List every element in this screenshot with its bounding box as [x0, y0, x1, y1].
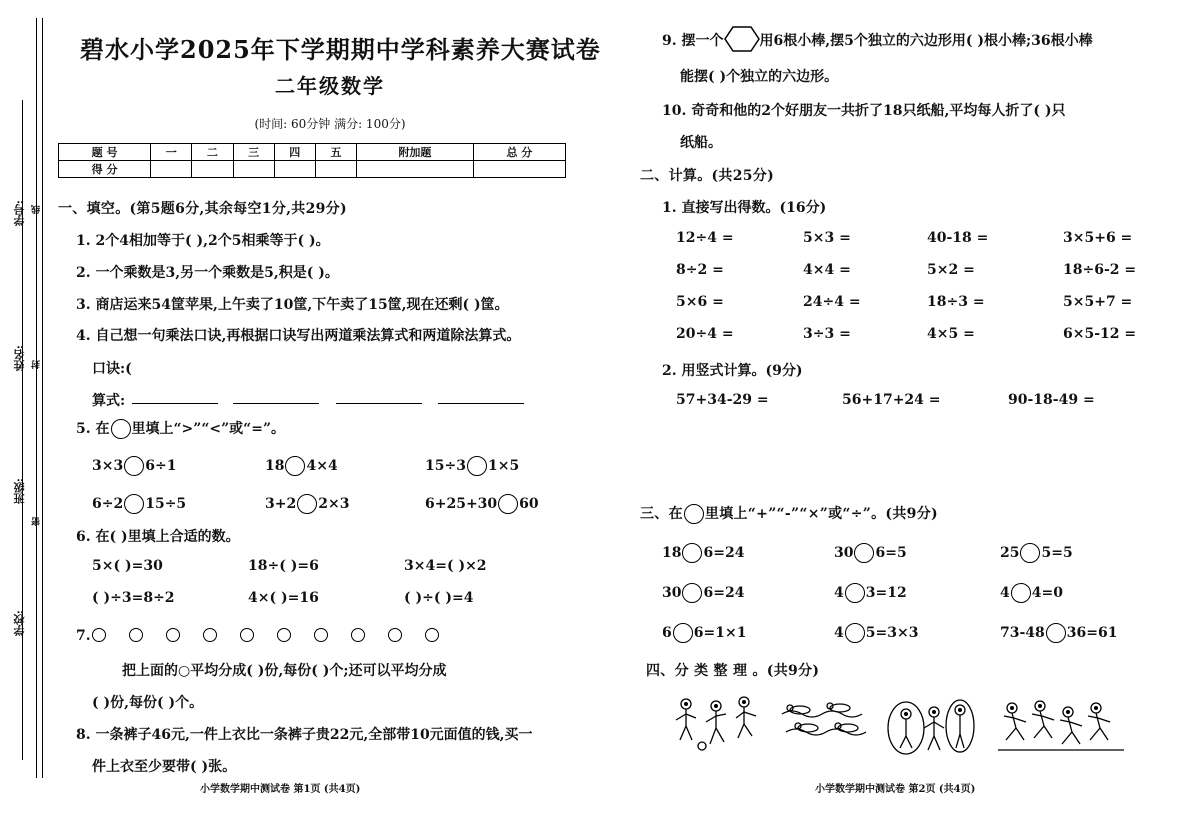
question-9-line-2: 能摆( )个独立的六边形。: [680, 69, 839, 85]
operator-right: 6=24: [703, 545, 745, 561]
circle-icon: [277, 628, 291, 642]
operator-left: 25: [1000, 545, 1020, 561]
operator-left: 6: [662, 625, 672, 641]
oral-calc-item[interactable]: 4×4 =: [803, 262, 851, 278]
answer-circle[interactable]: [854, 543, 874, 563]
question-5: [76, 418, 285, 439]
operator-right: 5=3×3: [865, 625, 919, 641]
operator-left: 4: [834, 625, 844, 641]
answer-circle[interactable]: [124, 494, 144, 514]
compare-item: [425, 494, 539, 514]
vertical-calc-item[interactable]: 90-18-49 =: [1008, 392, 1095, 408]
score-cell: 一: [151, 144, 192, 161]
question-8: 8. 一条裤子46元,一件上衣比一条裤子贵22元,全部带10元面值的钱,买一: [76, 727, 533, 743]
score-cell: 四: [274, 144, 315, 161]
question-4-formula-label: 口诀:(: [92, 361, 132, 377]
calc-blank-1[interactable]: [132, 403, 218, 404]
answer-circle[interactable]: [498, 494, 518, 514]
oral-calc-item[interactable]: 6×5-12 =: [1063, 326, 1137, 342]
operator-item: [1000, 583, 1063, 603]
fill-item[interactable]: 5×( )=30: [92, 558, 163, 574]
answer-circle[interactable]: [124, 456, 144, 476]
score-cell: 总 分: [473, 144, 565, 161]
compare-left: 3+2: [265, 496, 297, 512]
operator-left: 4: [834, 585, 844, 601]
oral-calc-item[interactable]: 18÷6-2 =: [1063, 262, 1137, 278]
score-input-cell[interactable]: [274, 161, 315, 178]
answer-circle[interactable]: [1011, 583, 1031, 603]
answer-circle[interactable]: [682, 583, 702, 603]
score-cell: 题 号: [59, 144, 151, 161]
score-input-cell[interactable]: [151, 161, 192, 178]
answer-circle[interactable]: [682, 543, 702, 563]
vertical-calc-item[interactable]: 56+17+24 =: [842, 392, 941, 408]
part2-q2: 2. 用竖式计算。(9分): [662, 363, 803, 379]
circle-icon: [92, 628, 106, 642]
circle-icon: [166, 628, 180, 642]
circle-icon: [129, 628, 143, 642]
answer-circle[interactable]: [845, 623, 865, 643]
question-4: 4. 自己想一句乘法口诀,再根据口诀写出两道乘法算式和两道除法算式。: [76, 328, 521, 344]
oral-calc-item[interactable]: 20÷4 =: [676, 326, 734, 342]
question-9: [662, 26, 1093, 56]
compare-item: [92, 494, 186, 514]
operator-left: 18: [662, 545, 682, 561]
oral-calc-item[interactable]: 5×6 =: [676, 294, 724, 310]
part3-prefix: 三、在: [640, 506, 683, 522]
compare-left: 3×3: [92, 458, 124, 474]
operator-left: 73-48: [1000, 625, 1045, 641]
circle-icon: [314, 628, 328, 642]
student-name-label: 姓名:: [13, 345, 26, 372]
oral-calc-item[interactable]: 5×2 =: [927, 262, 975, 278]
score-table-header-row: [59, 144, 566, 161]
compare-item: [265, 494, 349, 514]
fill-item[interactable]: 4×( )=16: [248, 590, 319, 606]
class-label: 班级:: [13, 478, 26, 505]
calc-blank-3[interactable]: [336, 403, 422, 404]
question-6: 6. 在( )里填上合适的数。: [76, 529, 240, 545]
part3-suffix: 里填上“+”“-”“×”或“÷”。(共9分): [704, 506, 938, 522]
score-input-cell[interactable]: [192, 161, 233, 178]
question-9-body: 用6根小棒,摆5个独立的六边形用( )根小棒;36根小棒: [759, 33, 1093, 49]
binding-mark-secret: 密: [32, 517, 42, 526]
compare-item: [92, 456, 176, 476]
compare-item: [265, 456, 338, 476]
oral-calc-item[interactable]: 3÷3 =: [803, 326, 851, 342]
score-input-cell[interactable]: [315, 161, 356, 178]
operator-item: [662, 543, 744, 563]
oral-calc-item[interactable]: 5×5+7 =: [1063, 294, 1133, 310]
oral-calc-item[interactable]: 24÷4 =: [803, 294, 861, 310]
exam-meta: (时间: 60分钟 满分: 100分): [254, 117, 406, 131]
running-children-illustration: [994, 694, 1128, 756]
swimming-children-illustration: [778, 694, 874, 750]
operator-circle-icon: [684, 504, 704, 524]
operator-right: 3=12: [865, 585, 907, 601]
operator-item: [1000, 543, 1073, 563]
operator-left: 30: [662, 585, 682, 601]
part1-heading: 一、填空。(第5题6分,其余每空1分,共29分): [58, 201, 347, 217]
part3-heading: [640, 503, 938, 524]
question-9-prefix: 9. 摆一个: [662, 33, 724, 49]
compare-left: 6+25+30: [425, 496, 498, 512]
oral-calc-item[interactable]: 18÷3 =: [927, 294, 985, 310]
score-row-label: 得 分: [59, 161, 151, 178]
answer-circle[interactable]: [285, 456, 305, 476]
circle-icon: [425, 628, 439, 642]
score-input-cell[interactable]: [473, 161, 565, 178]
operator-right: 6=5: [875, 545, 907, 561]
oral-calc-item[interactable]: 5×3 =: [803, 230, 851, 246]
part2-q1: 1. 直接写出得数。(16分): [662, 200, 827, 216]
part4-heading: 四、分 类 整 理 。(共9分): [646, 663, 820, 679]
oral-calc-item[interactable]: 12÷4 =: [676, 230, 734, 246]
operator-item: [834, 543, 907, 563]
student-id-label: 学号:: [13, 200, 26, 227]
vertical-calc-item[interactable]: 57+34-29 =: [676, 392, 769, 408]
compare-left: 6÷2: [92, 496, 124, 512]
answer-circle[interactable]: [845, 583, 865, 603]
circle-icon: [240, 628, 254, 642]
answer-circle[interactable]: [1046, 623, 1066, 643]
operator-right: 36=61: [1066, 625, 1118, 641]
fill-item[interactable]: 3×4=( )×2: [404, 558, 487, 574]
question-10-line-2: 纸船。: [680, 135, 722, 151]
operator-left: 4: [1000, 585, 1010, 601]
fill-item[interactable]: ( )÷3=8÷2: [92, 590, 175, 606]
score-input-cell[interactable]: [357, 161, 474, 178]
binding-mark-line: 线: [32, 205, 42, 214]
compare-right: 60: [519, 496, 539, 512]
answer-circle[interactable]: [673, 623, 693, 643]
score-cell: 三: [233, 144, 274, 161]
oral-calc-item[interactable]: 4×5 =: [927, 326, 975, 342]
score-table-score-row: [59, 161, 566, 178]
question-4-calc-label: 算式:: [92, 393, 126, 409]
question-7: 7.: [76, 628, 91, 644]
fill-item[interactable]: 18÷( )=6: [248, 558, 319, 574]
operator-right: 6=24: [703, 585, 745, 601]
school-label: 学校:: [13, 610, 26, 637]
compare-item: [425, 456, 519, 476]
compare-right: 15÷5: [145, 496, 187, 512]
circle-icon: [351, 628, 365, 642]
part2-heading: 二、计算。(共25分): [640, 168, 775, 184]
soccer-children-illustration: [668, 694, 768, 756]
oral-calc-item[interactable]: 40-18 =: [927, 230, 989, 246]
question-7-text-2: ( )份,每份( )个。: [92, 695, 204, 711]
score-cell: 二: [192, 144, 233, 161]
score-table: [58, 143, 566, 178]
fill-item[interactable]: ( )÷( )=4: [404, 590, 474, 606]
operator-right: 5=5: [1041, 545, 1073, 561]
circle-icon: [388, 628, 402, 642]
operator-item: [834, 583, 907, 603]
answer-circle[interactable]: [1020, 543, 1040, 563]
operator-item: [662, 623, 746, 643]
circle-icon: [203, 628, 217, 642]
question-3: 3. 商店运来54筐苹果,上午卖了10筐,下午卖了15筐,现在还剩( )筐。: [76, 297, 509, 313]
operator-left: 30: [834, 545, 854, 561]
operator-item: [1000, 623, 1117, 643]
operator-right: 6=1×1: [693, 625, 747, 641]
operator-item: [834, 623, 918, 643]
answer-circle[interactable]: [467, 456, 487, 476]
compare-right: 1×5: [487, 458, 520, 474]
page-subtitle: 二年级数学: [275, 74, 385, 98]
binding-mark-seal: 封: [32, 360, 42, 369]
question-7-text: 把上面的○平均分成( )份,每份( )个;还可以平均分成: [122, 663, 447, 679]
oral-calc-item[interactable]: 8÷2 =: [676, 262, 724, 278]
question-5-suffix: 里填上“>”“<”或“=”。: [131, 421, 286, 437]
question-5-prefix: 5. 在: [76, 421, 110, 437]
jump-rope-children-illustration: [884, 690, 980, 756]
binding-line-outer: [36, 18, 37, 778]
compare-left: 18: [265, 458, 285, 474]
compare-right: 4×4: [306, 458, 338, 474]
calc-blank-2[interactable]: [233, 403, 319, 404]
question-8-text-2: 件上衣至少要带( )张。: [92, 759, 237, 775]
circle-row: [92, 628, 452, 644]
compare-right: 2×3: [318, 496, 350, 512]
hexagon-icon: [724, 26, 760, 56]
binding-line-inner: [42, 18, 43, 778]
calc-blank-4[interactable]: [438, 403, 524, 404]
compare-circle-icon: [111, 419, 131, 439]
compare-right: 6÷1: [145, 458, 177, 474]
compare-left: 15÷3: [425, 458, 466, 474]
binding-rule: [22, 100, 23, 760]
question-10: 10. 奇奇和他的2个好朋友一共折了18只纸船,平均每人折了( )只: [662, 103, 1066, 119]
operator-right: 4=0: [1031, 585, 1063, 601]
score-cell: 附加题: [357, 144, 474, 161]
question-1: 1. 2个4相加等于( ),2个5相乘等于( )。: [76, 233, 330, 249]
operator-item: [662, 583, 744, 603]
page-title: 碧水小学2025年下学期期中学科素养大赛试卷: [80, 35, 601, 64]
oral-calc-item[interactable]: 3×5+6 =: [1063, 230, 1133, 246]
question-2: 2. 一个乘数是3,另一个乘数是5,积是( )。: [76, 265, 339, 281]
score-cell: 五: [315, 144, 356, 161]
footer-right: 小学数学期中测试卷 第2页 (共4页): [815, 784, 976, 795]
answer-circle[interactable]: [297, 494, 317, 514]
score-input-cell[interactable]: [233, 161, 274, 178]
footer-left: 小学数学期中测试卷 第1页 (共4页): [200, 784, 361, 795]
